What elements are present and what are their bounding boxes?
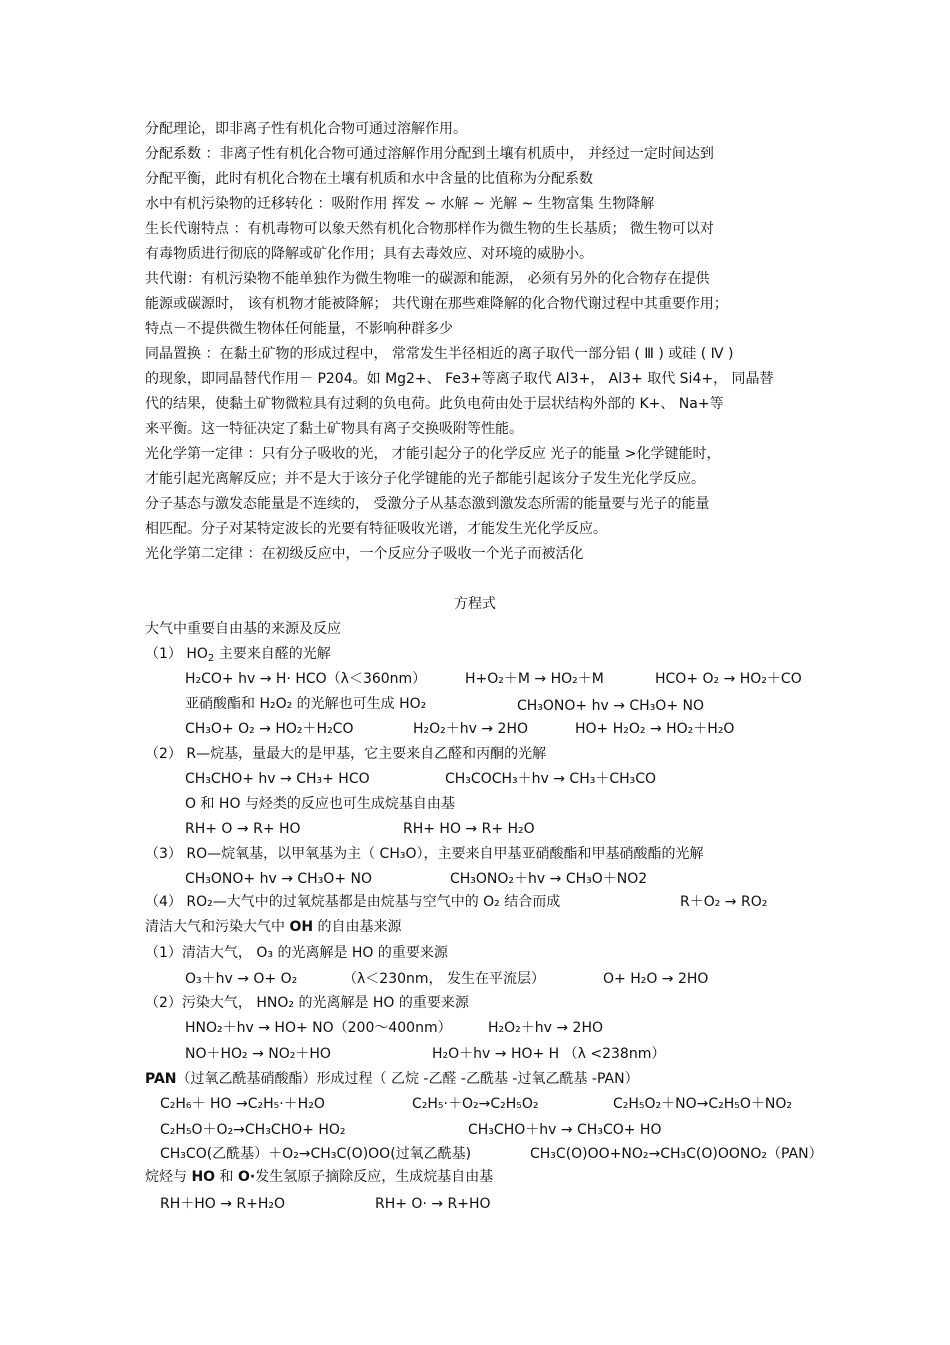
equation: C₂H₅·＋O₂→C₂H₅O₂ (412, 1096, 539, 1112)
text-line: 来平衡。这一特征决定了黏土矿物具有离子交换吸附等性能。 (145, 421, 523, 437)
text-line: 分配系数 ：非离子性有机化合物可通过溶解作用分配到土壤有机质中， 并经过一定时间达到 (145, 146, 714, 162)
equation: HNO₂＋hv → HO+ NO（200～400nm） (185, 1020, 452, 1036)
text-line: 分配平衡，此时有机化合物在土壤有机质和水中含量的比值称为分配系数 (145, 171, 593, 187)
equation: RH＋HO → R+H₂O (160, 1196, 286, 1212)
text-line: 亚硝酸酯和 H₂O₂ 的光解也可生成 HO₂ (185, 696, 427, 712)
subheading (145, 645, 331, 668)
heading-text: 烷烃与 (145, 1169, 192, 1185)
equation: （λ＜230nm， 发生在平流层） (343, 971, 545, 987)
equation: CH₃C(O)OO+NO₂→CH₃C(O)OONO₂（PAN） (530, 1146, 823, 1162)
equation: CH₃ONO₂＋hv → CH₃O＋NO2 (450, 871, 648, 887)
equation: RH+ HO → R+ H₂O (403, 821, 535, 837)
heading-text: 清洁大气和污染大气中 (145, 919, 290, 935)
text-line: 同晶置换 ：在黏土矿物的形成过程中， 常常发生半径相近的离子取代一部分铝 ( Ⅲ ) 或硅 ( Ⅳ ) (145, 346, 734, 362)
text-line: 特点－不提供微生物体任何能量，不影响种群多少 (145, 321, 453, 337)
subheading: （3） RO—烷氧基，以甲氧基为主（ CH₃O），主要来自甲基亚硝酸酯和甲基硝酸酯的光解 (145, 846, 704, 862)
text-line: 有毒物质进行彻底的降解或矿化作用；具有去毒效应、对环境的威胁小。 (145, 246, 593, 262)
equation: RH+ O· → R+HO (375, 1196, 491, 1212)
text-line: 才能引起光离解反应；并不是大于该分子化学键能的光子都能引起该分子发生光化学反应。 (145, 471, 705, 487)
text-line: 生长代谢特点 ：有机毒物可以象天然有机化合物那样作为微生物的生长基质； 微生物可以对 (145, 221, 714, 237)
text-line: 分配理论，即非离子性有机化合物可通过溶解作用。 (145, 121, 467, 137)
equation: NO＋HO₂ → NO₂＋HO (185, 1046, 331, 1062)
text-line: 光化学第一定律 ：只有分子吸收的光， 才能引起分子的化学反应 光子的能量 >化学键能时， (145, 446, 721, 462)
equation: C₂H₆＋ HO →C₂H₅·＋H₂O (160, 1096, 325, 1112)
subheading: （2） R—烷基，量最大的是甲基，它主要来自乙醛和丙酮的光解 (145, 746, 547, 762)
heading-text: （过氧乙酰基硝酸酯）形成过程（ 乙烷 -乙醛 -乙酰基 -过氧乙酰基 -PAN） (176, 1071, 639, 1087)
text-line: 相匹配。分子对某特定波长的光要有特征吸收光谱，才能发生光化学反应。 (145, 521, 607, 537)
equation: CH₃O+ O₂ → HO₂＋H₂CO (185, 721, 354, 737)
equation: O₃＋hv → O+ O₂ (185, 971, 298, 987)
heading-text: 和 (215, 1169, 238, 1185)
text-line: 光化学第二定律 ：在初级反应中，一个反应分子吸收一个光子而被活化 (145, 546, 584, 562)
heading (145, 918, 402, 936)
equation: H₂O＋hv → HO+ H （λ <238nm） (432, 1046, 666, 1062)
heading-text-bold: HO (191, 1169, 216, 1185)
subheading-text: （1） HO (145, 646, 208, 662)
equation: R＋O₂ → RO₂ (680, 894, 768, 910)
equation: H₂CO+ hv → H· HCO（λ＜360nm） (185, 671, 427, 687)
equation: C₂H₅O₂＋NO→C₂H₅O＋NO₂ (613, 1096, 793, 1112)
equation: H+O₂＋M → HO₂＋M (465, 671, 604, 687)
heading-text: 发生氢原子摘除反应，生成烷基自由基 (255, 1169, 494, 1185)
section-title: 方程式 (454, 596, 496, 612)
equation: CH₃ONO+ hv → CH₃O+ NO (185, 871, 373, 887)
text-line: 水中有机污染物的迁移转化 ：吸附作用 挥发 ~ 水解 ~ 光解 ~ 生物富集 生物降解 (145, 196, 655, 212)
equation: HCO+ O₂ → HO₂＋CO (655, 671, 802, 687)
subheading-text: 主要来自醛的光解 (214, 646, 331, 662)
heading-text: 的自由基来源 (313, 919, 402, 935)
equation: CH₃CHO+ hv → CH₃+ HCO (185, 771, 370, 787)
equation: CH₃CHO＋hv → CH₃CO+ HO (468, 1122, 662, 1138)
heading (145, 1070, 639, 1088)
text-line: 分子基态与激发态能量是不连续的， 受激分子从基态激到激发态所需的能量要与光子的能量 (145, 496, 710, 512)
text-line: 能源或碳源时， 该有机物才能被降解； 共代谢在那些难降解的化合物代谢过程中其重要作用； (145, 296, 728, 312)
heading-text-bold: PAN (145, 1071, 177, 1087)
equation: O+ H₂O → 2HO (603, 971, 709, 987)
equation: H₂O₂＋hv → 2HO (488, 1020, 604, 1036)
heading-text-bold: O· (237, 1169, 256, 1185)
text-line: 的现象，即同晶替代作用－ P204。如 Mg2+、 Fe3+等离子取代 Al3+， Al3+ 取代 Si4+， 同晶替 (145, 371, 774, 387)
subheading: （4） RO₂—大气中的过氧烷基都是由烷基与空气中的 O₂ 结合而成 (145, 894, 561, 910)
equation: CH₃COCH₃＋hv → CH₃＋CH₃CO (445, 771, 657, 787)
equation: H₂O₂＋hv → 2HO (413, 721, 529, 737)
heading (145, 1168, 493, 1186)
text-line: O 和 HO 与烃类的反应也可生成烷基自由基 (185, 796, 455, 812)
subheading: （2）污染大气， HNO₂ 的光离解是 HO 的重要来源 (145, 995, 469, 1011)
equation: HO+ H₂O₂ → HO₂＋H₂O (575, 721, 735, 737)
equation: C₂H₅O＋O₂→CH₃CHO+ HO₂ (160, 1122, 346, 1138)
text-line: 代的结果，使黏土矿物微粒具有过剩的负电荷。此负电荷由处于层状结构外部的 K+、 Na+等 (145, 396, 724, 412)
heading-text-bold: OH (289, 919, 314, 935)
text-line: 共代谢：有机污染物不能单独作为微生物唯一的碳源和能源， 必须有另外的化合物存在提供 (145, 271, 710, 287)
equation: RH+ O → R+ HO (185, 821, 301, 837)
equation: CH₃CO(乙酰基）＋O₂→CH₃C(O)OO(过氧乙酰基) (160, 1146, 472, 1162)
subscript: 2 (207, 653, 215, 664)
subheading: （1）清洁大气， O₃ 的光离解是 HO 的重要来源 (145, 945, 448, 961)
heading: 大气中重要自由基的来源及反应 (145, 621, 341, 637)
equation: CH₃ONO+ hv → CH₃O+ NO (517, 698, 705, 714)
